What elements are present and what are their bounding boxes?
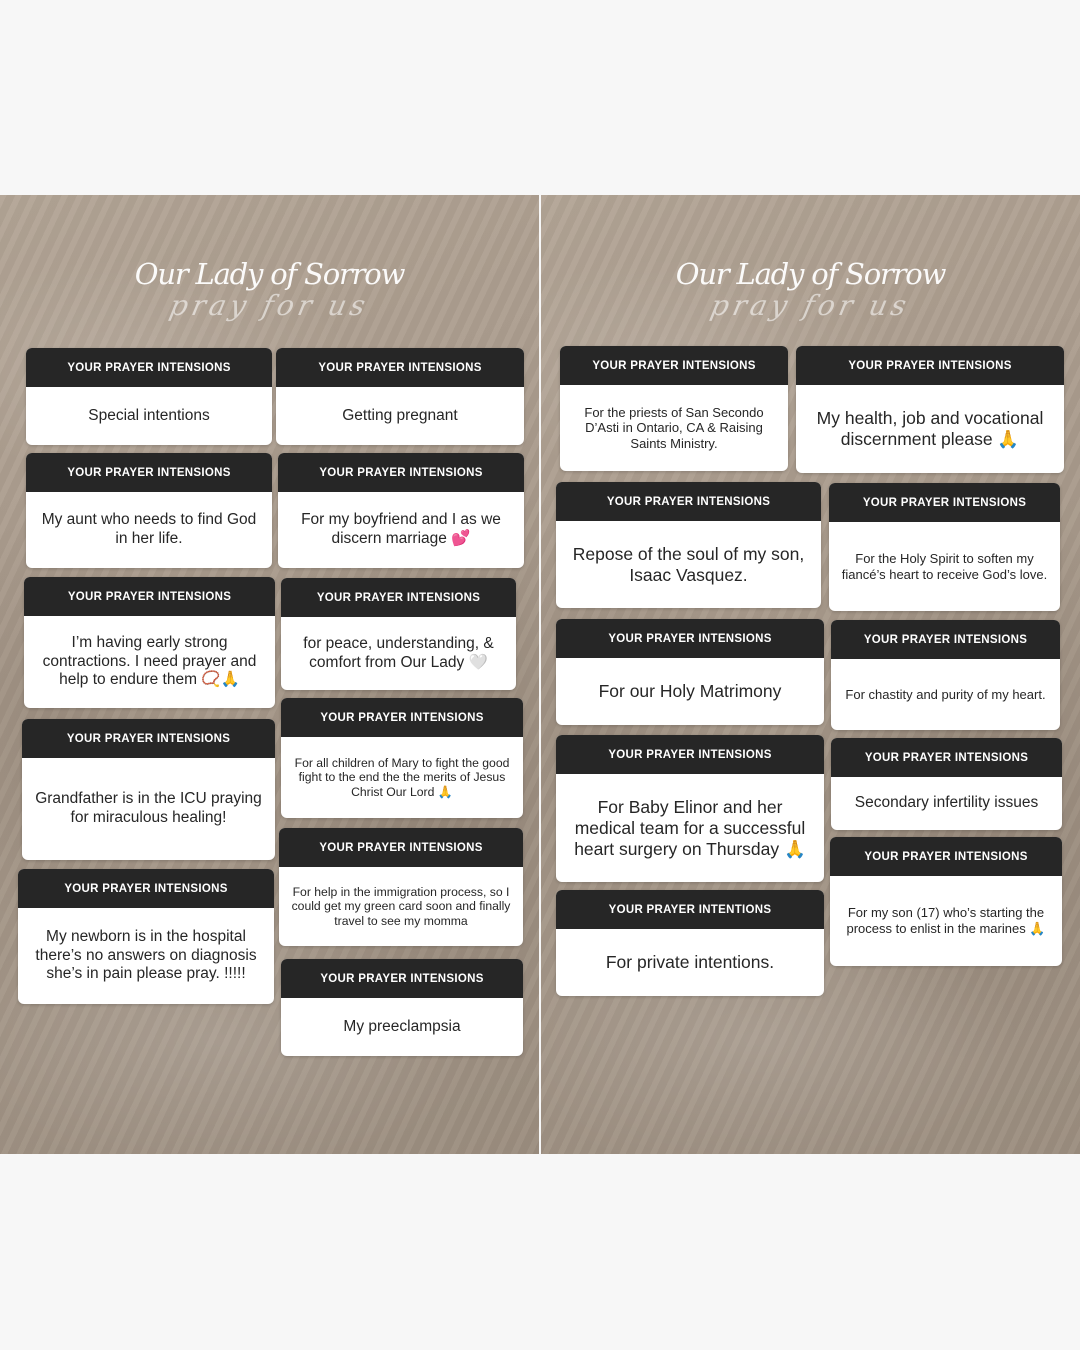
card-header: YOUR PRAYER INTENSIONS [556, 735, 824, 774]
card-header: YOUR PRAYER INTENSIONS [278, 453, 524, 492]
prayer-card [281, 959, 523, 1056]
prayer-card [281, 578, 516, 690]
card-text: For Baby Elinor and her medical team for a successful heart surgery on Thursday 🙏 [574, 796, 806, 859]
card-text: For my boyfriend and I as we discern marriage 💕 [301, 511, 501, 547]
card-header: YOUR PRAYER INTENSIONS [279, 828, 523, 867]
card-text: My health, job and vocational discernment please 🙏 [816, 408, 1044, 449]
story-panel-left [0, 195, 539, 1154]
card-header: YOUR PRAYER INTENSIONS [281, 959, 523, 998]
prayer-card [22, 719, 275, 860]
prayer-card [281, 698, 523, 818]
story-subtitle: pray for us [166, 289, 373, 322]
card-header: YOUR PRAYER INTENSIONS [24, 577, 275, 616]
prayer-card [278, 453, 524, 568]
prayer-card [26, 348, 272, 445]
card-header: YOUR PRAYER INTENSIONS [26, 348, 272, 387]
card-text: For private intentions. [605, 952, 775, 972]
card-text: For help in the immigration process, so I could get my green card soon and finally travel to see my momma [291, 884, 511, 928]
card-text: for peace, understanding, & comfort from Our Lady 🤍 [303, 634, 494, 671]
card-header: YOUR PRAYER INTENSIONS [829, 483, 1060, 522]
card-text: Getting pregnant [342, 406, 458, 424]
card-header: YOUR PRAYER INTENSIONS [276, 348, 524, 387]
card-header: YOUR PRAYER INTENSIONS [556, 482, 821, 521]
card-header: YOUR PRAYER INTENSIONS [560, 346, 788, 385]
prayer-card [279, 828, 523, 946]
card-header: YOUR PRAYER INTENSIONS [831, 738, 1062, 777]
prayer-card [556, 735, 824, 882]
card-text: Grandfather is in the ICU praying for miraculous healing! [35, 790, 262, 826]
prayer-card [560, 346, 788, 471]
prayer-card [26, 453, 272, 568]
prayer-card [830, 837, 1062, 966]
card-text: Special intentions [88, 406, 210, 424]
prayer-card [24, 577, 275, 708]
story-subtitle: pray for us [707, 289, 914, 322]
story-title: Our Lady of Sorrow [675, 257, 946, 291]
prayer-card [556, 619, 824, 725]
prayer-card [276, 348, 524, 445]
card-text: For the priests of San Secondo D’Asti in Ontario, CA & Raising Saints Ministry. [584, 404, 764, 451]
card-text: My aunt who needs to find God in her life. [41, 511, 257, 547]
card-text: For chastity and purity of my heart. [845, 686, 1046, 702]
card-header: YOUR PRAYER INTENSIONS [796, 346, 1064, 385]
card-text: For the Holy Spirit to soften my fiancé’s heart to receive God’s love. [841, 550, 1048, 582]
card-header: YOUR PRAYER INTENSIONS [26, 453, 272, 492]
card-text: For our Holy Matrimony [598, 681, 782, 701]
card-header: YOUR PRAYER INTENTIONS [556, 890, 824, 929]
card-header: YOUR PRAYER INTENSIONS [281, 698, 523, 737]
prayer-card [796, 346, 1064, 473]
card-header: YOUR PRAYER INTENSIONS [830, 837, 1062, 876]
prayer-card [831, 620, 1060, 730]
prayer-card [829, 483, 1060, 611]
card-text: My newborn is in the hospital there’s no answers on diagnosis she’s in pain please pray. !!!!! [35, 928, 257, 983]
card-header: YOUR PRAYER INTENSIONS [831, 620, 1060, 659]
card-header: YOUR PRAYER INTENSIONS [18, 869, 274, 908]
card-text: For my son (17) who’s starting the process to enlist in the marines 🙏 [846, 905, 1046, 936]
story-title: Our Lady of Sorrow [134, 257, 405, 291]
prayer-card [556, 482, 821, 608]
prayer-card [18, 869, 274, 1004]
card-text: Secondary infertility issues [854, 794, 1039, 812]
story-panel-right [541, 195, 1080, 1154]
prayer-card [556, 890, 824, 996]
card-text: For all children of Mary to fight the good fight to the end the the merits of Jesus Christ Our Lord 🙏 [294, 755, 510, 799]
card-text: Repose of the soul of my son, Isaac Vasquez. [572, 543, 805, 585]
card-header: YOUR PRAYER INTENSIONS [556, 619, 824, 658]
card-header: YOUR PRAYER INTENSIONS [22, 719, 275, 758]
prayer-card [831, 738, 1062, 830]
card-text: I’m having early strong contractions. I need prayer and help to endure them 📿🙏 [42, 634, 257, 689]
card-text: My preeclampsia [343, 1017, 461, 1035]
card-header: YOUR PRAYER INTENSIONS [281, 578, 516, 617]
